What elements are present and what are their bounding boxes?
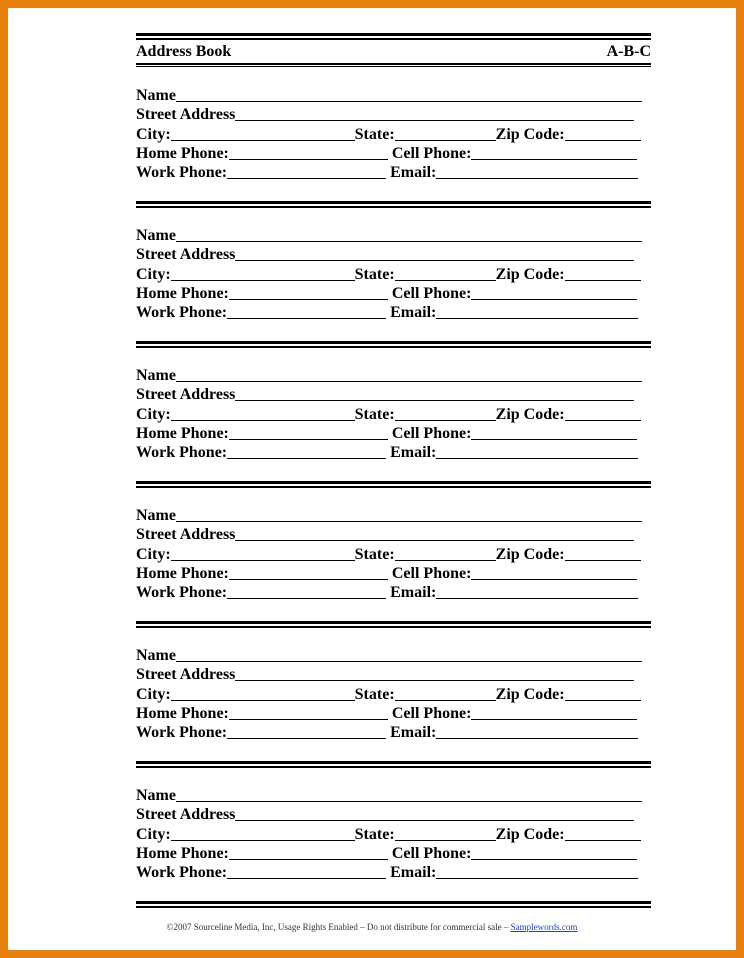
entry-separator [136,201,651,208]
phone-row [136,703,651,722]
email-label: Email: [390,303,437,321]
city-label: City: [136,265,171,283]
cell-phone-label: Cell Phone: [391,144,472,162]
state-label: State: [354,685,395,703]
city-row [136,263,651,282]
state-field[interactable] [395,127,496,141]
address-entry [136,488,651,608]
city-field[interactable] [171,127,355,141]
footer [0,922,744,932]
name-field[interactable] [176,88,642,102]
city-field[interactable] [171,407,355,421]
state-label: State: [354,125,395,143]
work-phone-label: Work Phone: [136,863,228,881]
city-label: City: [136,545,171,563]
work-row [136,162,651,181]
work-phone-label: Work Phone: [136,443,228,461]
zip-label: Zip Code: [495,265,565,283]
street-row [136,244,651,263]
work-row [136,302,651,321]
city-label: City: [136,125,171,143]
home-phone-label: Home Phone: [136,284,229,302]
work-phone-field[interactable] [227,865,386,879]
city-label: City: [136,685,171,703]
zip-label: Zip Code: [495,545,565,563]
email-label: Email: [390,583,437,601]
street-label: Street Address [136,526,236,544]
phone-row [136,843,651,862]
cell-phone-label: Cell Phone: [391,844,472,862]
name-label: Name [136,787,176,805]
name-label: Name [136,227,176,245]
cell-phone-field[interactable] [471,426,637,440]
email-label: Email: [390,863,437,881]
email-field[interactable] [436,445,638,459]
page-header [136,40,651,61]
entry-separator [136,341,651,348]
letter-range: A-B-C [606,43,651,60]
work-row [136,722,651,741]
city-field[interactable] [171,827,355,841]
city-field[interactable] [171,687,355,701]
city-label: City: [136,405,171,423]
phone-row [136,563,651,582]
email-label: Email: [390,163,437,181]
name-row [136,505,651,524]
cell-phone-field[interactable] [471,846,637,860]
work-phone-field[interactable] [227,305,386,319]
state-label: State: [354,545,395,563]
zip-field[interactable] [565,267,641,281]
name-row [136,85,651,104]
street-field[interactable] [235,527,634,541]
city-row [136,543,651,562]
street-field[interactable] [235,107,634,121]
address-entry [136,68,651,188]
street-row [136,664,651,683]
home-phone-field[interactable] [229,846,388,860]
city-row [136,123,651,142]
city-row [136,403,651,422]
zip-field[interactable] [565,547,641,561]
name-field[interactable] [176,788,642,802]
entries-list [136,68,651,908]
footer-text: ©2007 Sourceline Media, Inc, Usage Rights Enabled – Do not distribute for commercial sale – [166,922,511,932]
zip-label: Zip Code: [495,405,565,423]
cell-phone-field[interactable] [471,146,637,160]
home-phone-label: Home Phone: [136,564,229,582]
home-phone-field[interactable] [229,146,388,160]
street-row [136,104,651,123]
street-label: Street Address [136,806,236,824]
page-title: Address Book [136,43,232,60]
home-phone-field[interactable] [229,566,388,580]
cell-phone-label: Cell Phone: [391,564,472,582]
work-phone-label: Work Phone: [136,723,228,741]
name-label: Name [136,507,176,525]
email-label: Email: [390,443,437,461]
header-rule [136,61,651,68]
street-field[interactable] [235,667,634,681]
name-field[interactable] [176,508,642,522]
work-phone-field[interactable] [227,165,386,179]
entry-separator [136,621,651,628]
home-phone-field[interactable] [229,426,388,440]
state-field[interactable] [395,827,496,841]
address-book-page [136,33,651,908]
city-field[interactable] [171,547,355,561]
work-phone-label: Work Phone: [136,303,228,321]
zip-label: Zip Code: [495,685,565,703]
state-label: State: [354,265,395,283]
street-row [136,804,651,823]
name-field[interactable] [176,648,642,662]
home-phone-label: Home Phone: [136,144,229,162]
home-phone-field[interactable] [229,286,388,300]
name-label: Name [136,647,176,665]
work-phone-field[interactable] [227,725,386,739]
entry-separator [136,901,651,908]
state-label: State: [354,825,395,843]
street-field[interactable] [235,807,634,821]
zip-field[interactable] [565,827,641,841]
email-field[interactable] [436,725,638,739]
name-row [136,365,651,384]
phone-row [136,143,651,162]
name-label: Name [136,87,176,105]
phone-row [136,283,651,302]
name-field[interactable] [176,368,642,382]
zip-label: Zip Code: [495,125,565,143]
address-entry [136,208,651,328]
name-field[interactable] [176,228,642,242]
name-row [136,645,651,664]
cell-phone-label: Cell Phone: [391,424,472,442]
footer-link[interactable]: Samplewords.com [510,922,578,932]
name-label: Name [136,367,176,385]
work-phone-field[interactable] [227,445,386,459]
entry-separator [136,761,651,768]
work-row [136,862,651,881]
work-row [136,442,651,461]
city-label: City: [136,825,171,843]
phone-row [136,423,651,442]
cell-phone-label: Cell Phone: [391,284,472,302]
work-phone-label: Work Phone: [136,163,228,181]
street-field[interactable] [235,247,634,261]
street-row [136,384,651,403]
street-label: Street Address [136,246,236,264]
zip-field[interactable] [565,687,641,701]
email-field[interactable] [436,305,638,319]
state-field[interactable] [395,267,496,281]
street-label: Street Address [136,666,236,684]
address-entry [136,348,651,468]
home-phone-field[interactable] [229,706,388,720]
entry-separator [136,481,651,488]
home-phone-label: Home Phone: [136,424,229,442]
cell-phone-field[interactable] [471,706,637,720]
zip-field[interactable] [565,127,641,141]
work-phone-field[interactable] [227,585,386,599]
top-double-rule [136,33,651,40]
street-field[interactable] [235,387,634,401]
city-row [136,683,651,702]
work-row [136,582,651,601]
address-entry [136,768,651,888]
name-row [136,785,651,804]
street-label: Street Address [136,106,236,124]
state-label: State: [354,405,395,423]
state-field[interactable] [395,547,496,561]
name-row [136,225,651,244]
work-phone-label: Work Phone: [136,583,228,601]
address-entry [136,628,651,748]
email-field[interactable] [436,165,638,179]
street-row [136,524,651,543]
home-phone-label: Home Phone: [136,844,229,862]
street-label: Street Address [136,386,236,404]
zip-field[interactable] [565,407,641,421]
email-field[interactable] [436,865,638,879]
email-field[interactable] [436,585,638,599]
state-field[interactable] [395,407,496,421]
cell-phone-field[interactable] [471,566,637,580]
cell-phone-field[interactable] [471,286,637,300]
email-label: Email: [390,723,437,741]
city-field[interactable] [171,267,355,281]
home-phone-label: Home Phone: [136,704,229,722]
zip-label: Zip Code: [495,825,565,843]
state-field[interactable] [395,687,496,701]
cell-phone-label: Cell Phone: [391,704,472,722]
city-row [136,823,651,842]
